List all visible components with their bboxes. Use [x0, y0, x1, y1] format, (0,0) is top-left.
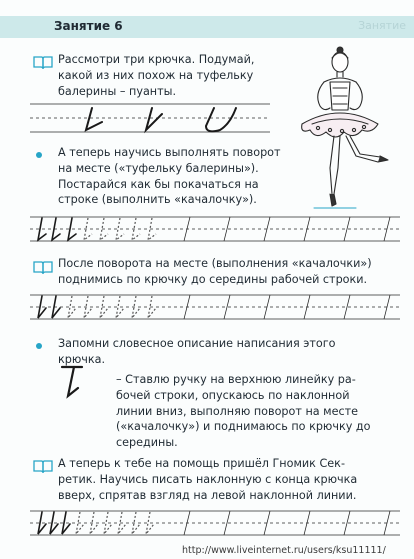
instruction-line: Запомни словесное описание написания этого — [58, 337, 336, 350]
bullet-icon — [36, 152, 42, 158]
instruction-line: – Ставлю ручку на верхнюю линейку ра- — [116, 373, 356, 386]
instruction-line: ретик. Научись писать наклонную с конца крючка — [58, 472, 358, 486]
instruction-line: балерины – пуанты. — [58, 84, 177, 98]
instruction-line: на месте («туфельку балерины»). — [58, 161, 259, 175]
instruction-line: Постарайся как бы покачаться на — [58, 177, 259, 191]
instruction-3 — [58, 256, 372, 288]
book-icon — [33, 55, 53, 69]
ballerina-illustration — [284, 44, 396, 214]
instruction-line: бочей строки, опускаюсь по наклонной — [116, 388, 350, 402]
source-url[interactable]: http://www.liveinternet.ru/users/ksu11111/ — [182, 545, 386, 556]
instruction-line: После поворота на месте (выполнения «качалочки») — [58, 257, 372, 270]
instruction-line: линии вниз, выполняю поворот на месте — [116, 404, 359, 418]
instruction-line: строке (выполнить «качалочку»). — [58, 193, 257, 207]
instruction-1 — [58, 52, 254, 99]
writing-row-practice-1[interactable] — [30, 214, 400, 244]
book-icon — [33, 459, 53, 473]
instruction-line: какой из них похож на туфельку — [58, 68, 254, 82]
lesson-title: Занятие 6 — [54, 19, 123, 33]
instruction-5 — [116, 372, 370, 451]
instruction-4 — [58, 336, 335, 368]
book-icon — [33, 260, 53, 274]
instruction-line: крючка. — [58, 352, 106, 366]
writing-row-practice-3[interactable] — [30, 508, 400, 538]
instruction-6 — [58, 456, 357, 503]
instruction-line: Рассмотри три крючка. Подумай, — [58, 53, 255, 66]
instruction-line: А теперь к тебе на помощь пришёл Гномик Сек- — [58, 457, 345, 470]
instruction-2 — [58, 145, 281, 208]
instruction-line: вверх, спрятав взгляд на левой наклонной линии. — [58, 488, 357, 502]
instruction-line: середины. — [116, 436, 178, 450]
hook-glyph — [56, 364, 86, 404]
instruction-line: А теперь научись выполнять поворот — [58, 146, 281, 159]
instruction-line: («качалочку») и поднимаюсь по крючку до — [116, 420, 371, 434]
writing-row-practice-2[interactable] — [30, 292, 400, 322]
writing-row-hooks — [30, 100, 270, 140]
running-head: Занятие — [358, 19, 406, 32]
bullet-icon — [36, 343, 42, 349]
instruction-line: поднимись по крючку до середины рабочей строки. — [58, 272, 368, 286]
